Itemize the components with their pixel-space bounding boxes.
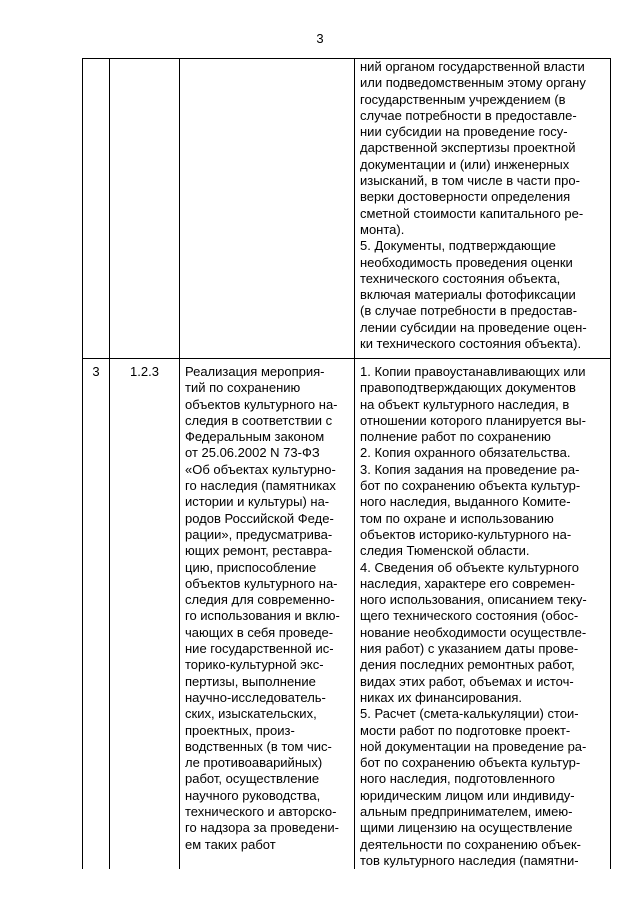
text-line: документации и (или) инженерных bbox=[360, 156, 570, 172]
text-line: на объект культурного наследия, в bbox=[360, 396, 570, 412]
documents-text bbox=[355, 59, 610, 352]
text-line: бот по сохранению объекта культур- bbox=[360, 755, 581, 771]
text-line: 5. Расчет (смета-калькуляции) стои- bbox=[360, 706, 579, 722]
text-line: от 25.06.2002 N 73-ФЗ bbox=[185, 445, 320, 461]
text-line: пертизы, выполнение bbox=[185, 673, 316, 689]
text-line: включая материалы фотофиксации bbox=[360, 287, 576, 303]
text-line: ного наследия, выданного Комите- bbox=[360, 494, 571, 510]
text-line: правоподтверждающих документов bbox=[360, 380, 576, 396]
text-line: ного наследия, подготовленного bbox=[360, 771, 555, 787]
text-line: нование необходимости осуществле- bbox=[360, 624, 587, 640]
text-line: водственных (в том чис- bbox=[185, 738, 332, 754]
text-line: лении субсидии на проведение оцен- bbox=[360, 319, 587, 335]
documents-list-cell bbox=[355, 59, 611, 359]
text-line: объектов историко-культурного на- bbox=[360, 526, 572, 542]
activity-text bbox=[180, 59, 354, 64]
text-line: цию, приспособление bbox=[185, 559, 317, 575]
text-line: верки достоверности определения bbox=[360, 189, 571, 205]
text-line: полнение работ по сохранению bbox=[360, 429, 551, 445]
text-line: родов Российской Феде- bbox=[185, 510, 334, 526]
text-line: бот по сохранению объекта культур- bbox=[360, 478, 581, 494]
text-line: Федеральным законом bbox=[185, 429, 325, 445]
text-line: тов культурного наследия (памятни- bbox=[360, 852, 579, 868]
text-line: юридическим лицом или индивиду- bbox=[360, 787, 575, 803]
text-line: проектных, произ- bbox=[185, 722, 295, 738]
text-line: ле противоаварийных) bbox=[185, 755, 323, 771]
text-line: технического состояния объекта, bbox=[360, 270, 561, 286]
text-line: никах их финансирования. bbox=[360, 689, 522, 705]
text-line: видах этих работ, объемах и источ- bbox=[360, 673, 574, 689]
text-line: 1. Копии правоустанавливающих или bbox=[360, 364, 586, 379]
text-line: го использования и вклю- bbox=[185, 608, 340, 624]
text-line: научно-исследователь- bbox=[185, 689, 326, 705]
text-line: альным предпринимателем, имею- bbox=[360, 804, 573, 820]
page-number: 3 bbox=[316, 31, 324, 46]
text-line: работ, осуществление bbox=[185, 771, 320, 787]
text-line: следия для современно- bbox=[185, 592, 335, 608]
item-code-cell: 1.2.3 bbox=[110, 359, 180, 870]
text-line: щего технического состояния (обос- bbox=[360, 608, 579, 624]
text-line: мости работ по подготовке проект- bbox=[360, 722, 571, 738]
text-line: ки технического состояния объекта). bbox=[360, 336, 582, 352]
table-row bbox=[83, 59, 611, 359]
text-line: 2. Копия охранного обязательства. bbox=[360, 445, 571, 461]
activity-text bbox=[180, 359, 354, 853]
text-line: следия Тюменской области. bbox=[360, 543, 530, 559]
text-line: государственным учреждением (в bbox=[360, 91, 566, 107]
text-line: го наследия (памятниках bbox=[185, 478, 336, 494]
text-line: го надзора за проведени- bbox=[185, 820, 340, 836]
activity-description-cell bbox=[180, 59, 355, 359]
text-line: дения последних ремонтных работ, bbox=[360, 657, 575, 673]
text-line: чающих в себя проведе- bbox=[185, 624, 334, 640]
text-line: объектов культурного на- bbox=[185, 396, 338, 412]
row-number-cell bbox=[83, 59, 110, 359]
table-row bbox=[83, 359, 611, 870]
text-line: технического и авторско- bbox=[185, 804, 337, 820]
text-line: ния работ) с указанием даты прове- bbox=[360, 641, 579, 657]
text-line: «Об объектах культурно- bbox=[185, 461, 336, 477]
text-line: деятельности по сохранению объек- bbox=[360, 836, 581, 852]
text-line: том по охране и использованию bbox=[360, 510, 554, 526]
text-line: торико-культурной экс- bbox=[185, 657, 324, 673]
text-line: необходимость проведения оценки bbox=[360, 254, 573, 270]
text-line: ских, изыскательских, bbox=[185, 706, 317, 722]
text-line: или подведомственным этому органу bbox=[360, 75, 586, 91]
item-code-cell bbox=[110, 59, 180, 359]
documents-list-cell bbox=[355, 359, 611, 870]
text-line: нии субсидии на проведение госу- bbox=[360, 124, 568, 140]
activity-description-cell bbox=[180, 359, 355, 870]
text-line: 4. Сведения об объекте культурного bbox=[360, 559, 579, 575]
text-line: 3. Копия задания на проведение ра- bbox=[360, 461, 580, 477]
row-number-cell: 3 bbox=[83, 359, 110, 870]
text-line: отношении которого планируется вы- bbox=[360, 412, 586, 428]
text-line: тий по сохранению bbox=[185, 380, 301, 396]
requirements-table bbox=[82, 58, 611, 869]
text-line: монта). bbox=[360, 221, 405, 237]
text-line: следия в соответствии с bbox=[185, 412, 333, 428]
text-line: щими лицензию на осуществление bbox=[360, 820, 573, 836]
text-line: (в случае потребности в предостав- bbox=[360, 303, 578, 319]
text-line: рации», предусматрива- bbox=[185, 526, 333, 542]
text-line: ющих ремонт, реставра- bbox=[185, 543, 333, 559]
text-line: ем таких работ bbox=[185, 836, 276, 852]
documents-text bbox=[355, 359, 610, 869]
text-line: истории и культуры) на- bbox=[185, 494, 330, 510]
text-line: изысканий, в том числе в части про- bbox=[360, 173, 580, 189]
text-line: случае потребности в предоставле- bbox=[360, 107, 577, 123]
text-line: наследия, характере его современ- bbox=[360, 575, 575, 591]
text-line: Реализация мероприя- bbox=[185, 364, 325, 379]
text-line: дарственной экспертизы проектной bbox=[360, 140, 576, 156]
text-line: ной документации на проведение ра- bbox=[360, 738, 587, 754]
text-line: 5. Документы, подтверждающие bbox=[360, 238, 556, 254]
text-line: научного руководства, bbox=[185, 787, 321, 803]
text-line: объектов культурного на- bbox=[185, 575, 338, 591]
text-line: ного использования, описанием теку- bbox=[360, 592, 587, 608]
text-line: ний органом государственной власти bbox=[360, 59, 585, 74]
text-line: сметной стоимости капитального ре- bbox=[360, 205, 584, 221]
text-line: ние государственной ис- bbox=[185, 641, 334, 657]
